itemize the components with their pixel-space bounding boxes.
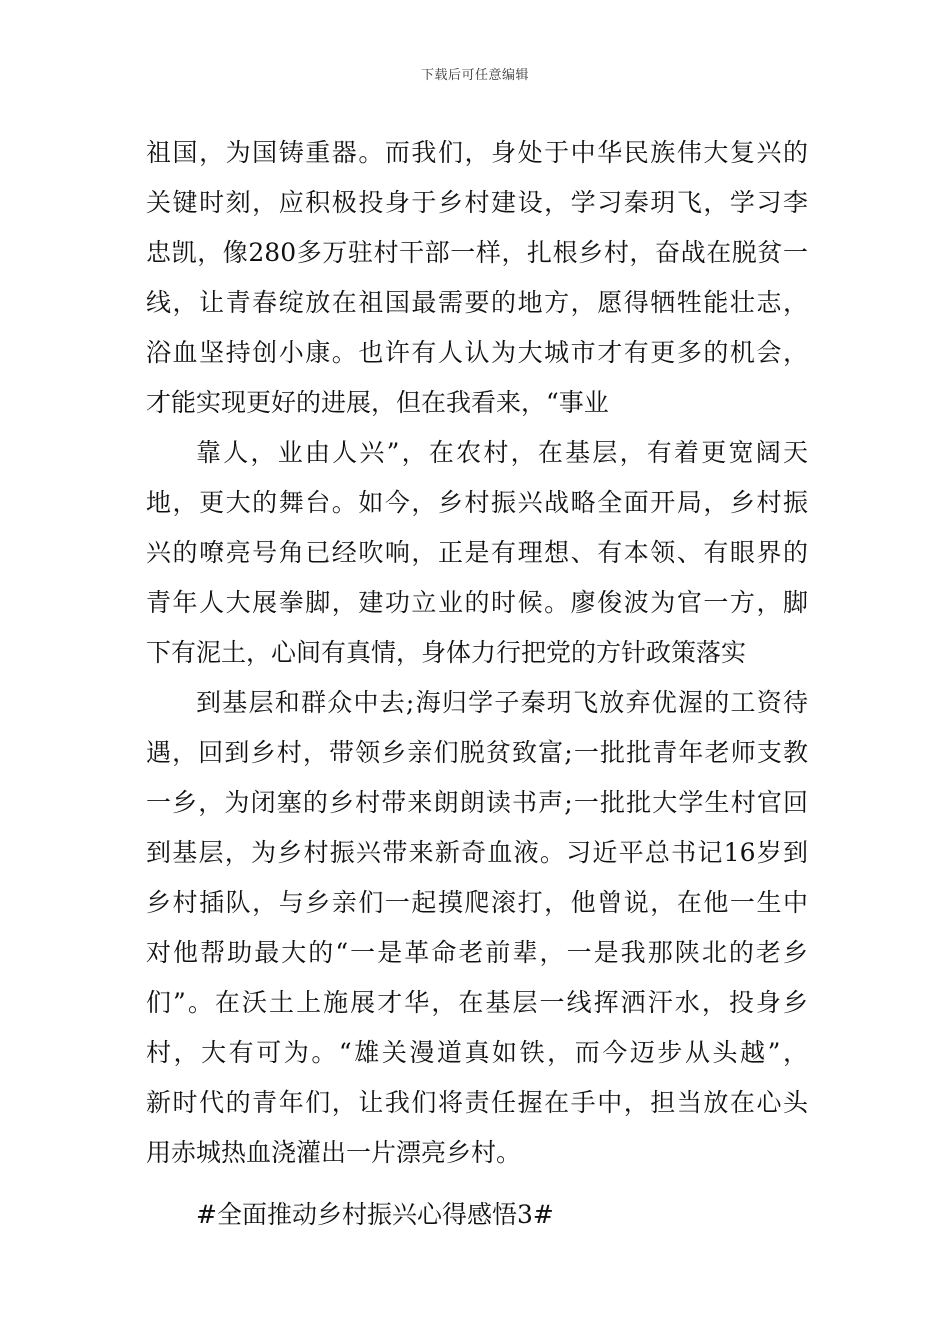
text-line: 到基层和群众中去;海归学子秦玥飞放弃优渥的工资待	[196, 688, 808, 717]
text-line: 新时代的青年们，让我们将责任握在手中，担当放在心头	[146, 1088, 808, 1117]
section-heading: #全面推动乡村振兴心得感悟3#	[196, 1200, 554, 1229]
text-line: 村，大有可为。“雄关漫道真如铁，而今迈步从头越”，	[146, 1038, 808, 1067]
body-text	[146, 128, 808, 1240]
text-line: 线，让青春绽放在祖国最需要的地方，愿得牺牲能壮志，	[146, 288, 808, 317]
text-line: 青年人大展拳脚，建功立业的时候。廖俊波为官一方，脚	[146, 588, 808, 617]
text-line: 一乡，为闭塞的乡村带来朗朗读书声;一批批大学生村官回	[146, 788, 808, 817]
page-header: 下载后可任意编辑	[420, 68, 529, 83]
text-line: 靠人，业由人兴”，在农村，在基层，有着更宽阔天	[196, 438, 808, 467]
text-line: 忠凯，像280多万驻村干部一样，扎根乡村，奋战在脱贫一	[146, 238, 808, 267]
text-line: 对他帮助最大的“一是革命老前辈，一是我那陕北的老乡	[146, 938, 808, 967]
text-line: 乡村插队，与乡亲们一起摸爬滚打，他曾说，在他一生中	[146, 888, 808, 917]
text-line: 地，更大的舞台。如今，乡村振兴战略全面开局，乡村振	[146, 488, 808, 517]
text-line: 才能实现更好的进展，但在我看来，“事业	[146, 388, 609, 417]
text-line: 祖国，为国铸重器。而我们，身处于中华民族伟大复兴的	[146, 138, 808, 167]
text-line: 下有泥土，心间有真情，身体力行把党的方针政策落实	[146, 638, 747, 667]
text-line: 遇，回到乡村，带领乡亲们脱贫致富;一批批青年老师支教	[146, 738, 808, 767]
text-line: 们”。在沃土上施展才华，在基层一线挥洒汗水，投身乡	[146, 988, 808, 1017]
text-line: 用赤城热血浇灌出一片漂亮乡村。	[146, 1138, 522, 1167]
text-line: 兴的嘹亮号角已经吹响，正是有理想、有本领、有眼界的	[146, 538, 808, 567]
text-line: 到基层，为乡村振兴带来新奇血液。习近平总书记16岁到	[146, 838, 808, 867]
text-line: 关键时刻，应积极投身于乡村建设，学习秦玥飞，学习李	[146, 188, 808, 217]
text-line: 浴血坚持创小康。也许有人认为大城市才有更多的机会，	[146, 338, 808, 367]
